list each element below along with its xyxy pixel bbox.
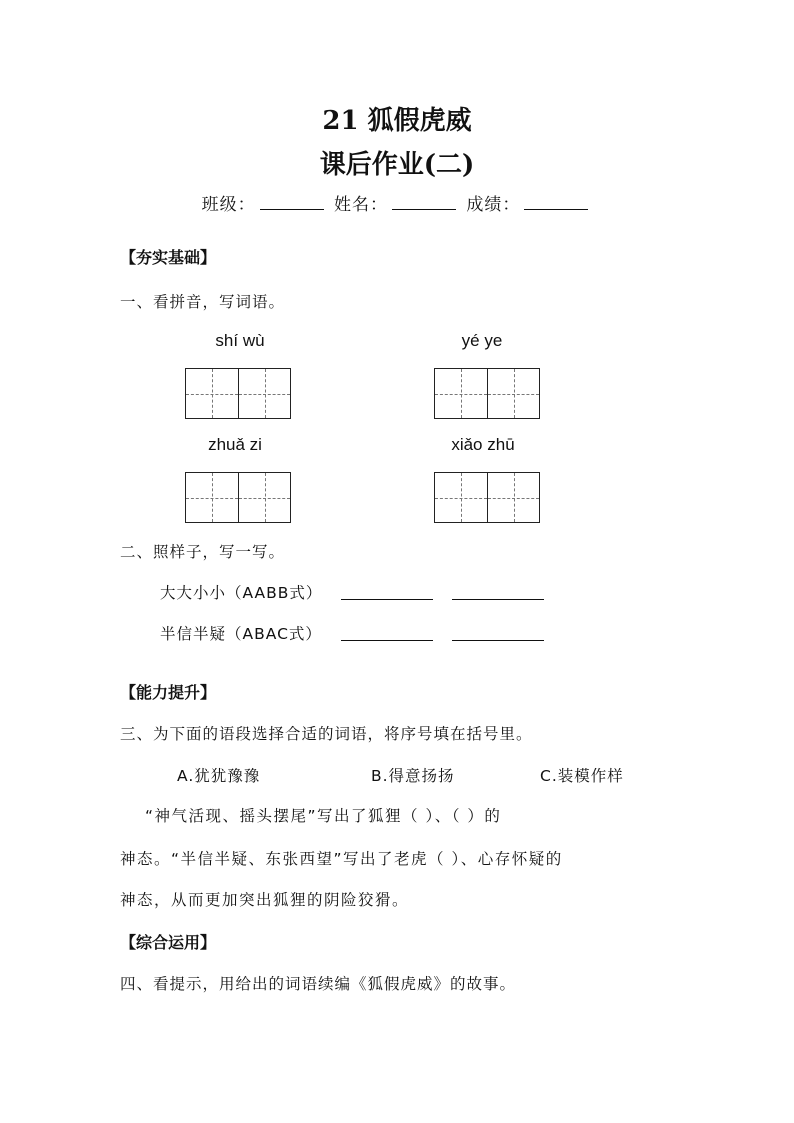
example-abac: 半信半疑（ABAC式） xyxy=(160,625,322,643)
paragraph-line: 神态，从而更加突出狐狸的阴险狡猾。 xyxy=(120,891,410,909)
writing-cell[interactable] xyxy=(238,473,290,522)
answer-line[interactable] xyxy=(452,599,544,600)
question-1-prompt: 一、看拼音，写词语。 xyxy=(120,293,286,311)
option-b: B.得意扬扬 xyxy=(371,767,455,785)
worksheet-title: 21 狐假虎威 xyxy=(322,106,472,136)
worksheet-subtitle: 课后作业(二) xyxy=(319,150,475,180)
pinyin-label: xiǎo zhū xyxy=(451,435,515,454)
writing-grid[interactable] xyxy=(434,472,540,523)
question-4-prompt: 四、看提示，用给出的词语续编《狐假虎威》的故事。 xyxy=(120,975,517,993)
writing-cell[interactable] xyxy=(487,473,539,522)
pinyin-label: zhuǎ zi xyxy=(208,435,262,454)
student-info-line xyxy=(0,190,794,215)
pinyin-label: yé ye xyxy=(461,331,503,350)
writing-cell[interactable] xyxy=(238,369,290,418)
section-ability-heading: 【能力提升】 xyxy=(120,683,217,702)
question-3-prompt: 三、为下面的语段选择合适的词语，将序号填在括号里。 xyxy=(120,725,533,743)
name-blank[interactable] xyxy=(392,191,456,210)
pinyin-label: shí wù xyxy=(215,331,265,350)
section-basic-heading: 【夯实基础】 xyxy=(120,248,217,267)
score-blank[interactable] xyxy=(524,191,588,210)
writing-grid[interactable] xyxy=(434,368,540,419)
class-blank[interactable] xyxy=(260,191,324,210)
writing-cell[interactable] xyxy=(186,369,238,418)
writing-grid[interactable] xyxy=(185,472,291,523)
paragraph-line: “神气活现、摇头摆尾”写出了狐狸（ ）、（ ）的 xyxy=(145,807,502,825)
example-aabb: 大大小小（AABB式） xyxy=(160,584,323,602)
writing-cell[interactable] xyxy=(435,473,487,522)
writing-grid[interactable] xyxy=(185,368,291,419)
option-c: C.装模作样 xyxy=(540,767,624,785)
answer-line[interactable] xyxy=(452,640,544,641)
writing-cell[interactable] xyxy=(487,369,539,418)
answer-line[interactable] xyxy=(341,599,433,600)
section-comprehensive-heading: 【综合运用】 xyxy=(120,933,217,952)
score-label: 成绩： xyxy=(466,195,521,215)
question-2-prompt: 二、照样子，写一写。 xyxy=(120,543,286,561)
option-a: A.犹犹豫豫 xyxy=(177,767,261,785)
class-label: 班级： xyxy=(201,195,256,215)
paragraph-line: 神态。“半信半疑、东张西望”写出了老虎（ ）、心存怀疑的 xyxy=(120,850,563,868)
writing-cell[interactable] xyxy=(435,369,487,418)
writing-cell[interactable] xyxy=(186,473,238,522)
name-label: 姓名： xyxy=(334,195,388,215)
answer-line[interactable] xyxy=(341,640,433,641)
